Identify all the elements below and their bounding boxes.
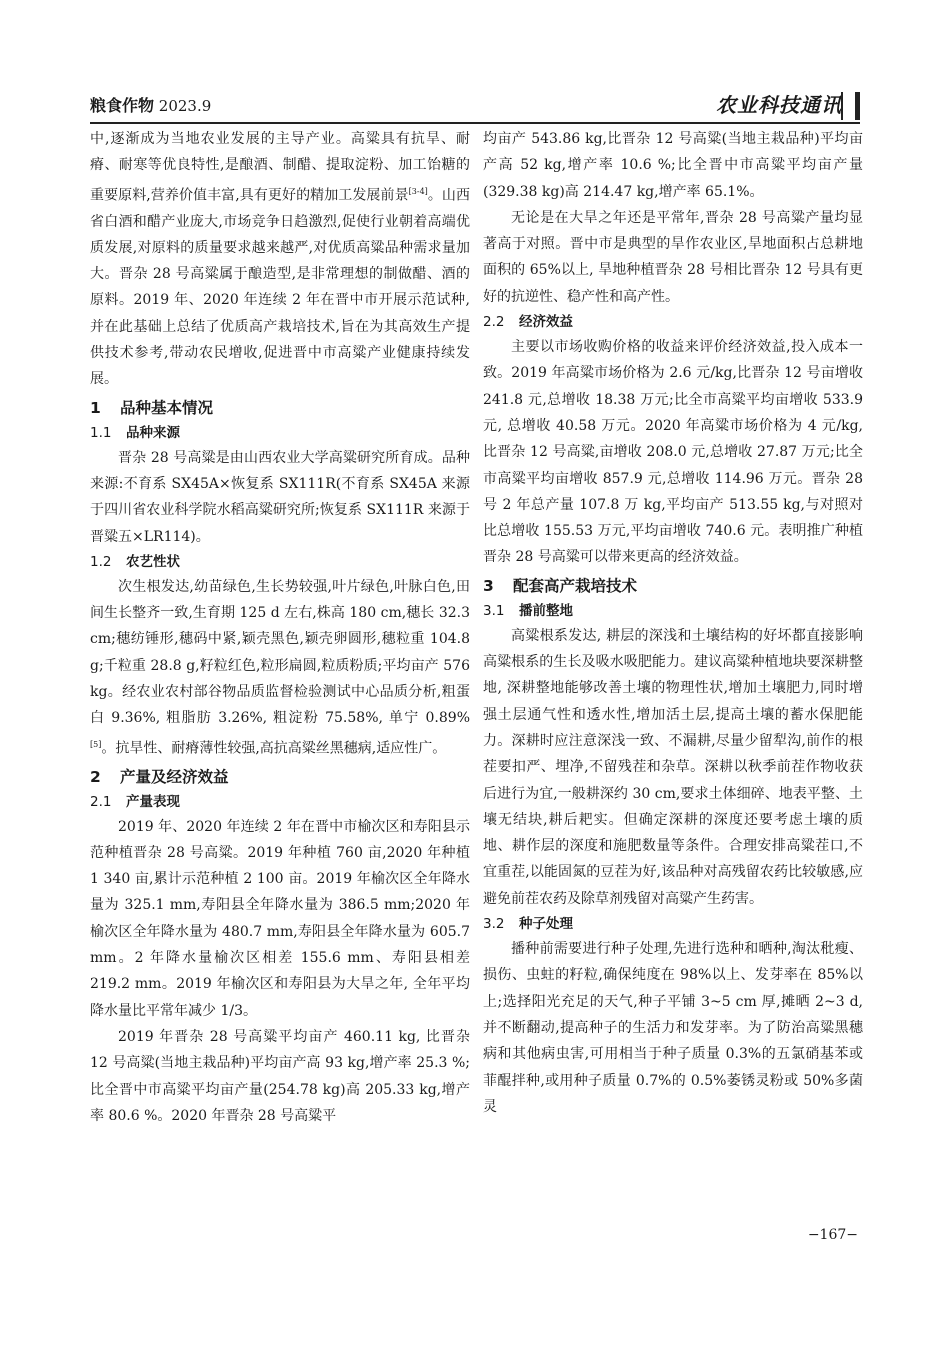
citation: [3-4] xyxy=(408,186,428,196)
citation: [5] xyxy=(90,739,102,749)
paragraph: 2019 年、2020 年连续 2 年在晋中市榆次区和寿阳县示范种植晋杂 28 号高粱。2019 年种植 760 亩,2020 年种植 1 340 亩,累计示范种植 2 100 亩。2019 年榆次区全年降水量为 325.1 mm,寿阳县全年降水量为 386.5 mm;2020 年榆次区全年降水量为 480.7 mm,寿阳县全年降水量为 605.7 mm。2 年降水量榆次区相差 155.6 mm、寿阳县相差 219.2 mm。2019 年榆次区和寿阳县为大旱之年, 全年平均降水量比平常年减少 1/3。 xyxy=(90,818,470,1019)
left-column xyxy=(90,126,470,1129)
paragraph: 播种前需要进行种子处理,先进行选种和晒种,淘汰秕瘦、损伤、虫蛀的籽粒,确保纯度在 98%以上、发芽率在 85%以上;选择阳光充足的天气,种子平铺 3~5 cm 厚,摊晒 2~3 d,并不断翻动,提高种子的生活力和发芽率。为了防治高粱黑穗病和其他病虫害,可用相当于种子质量 0.3%的五氯硝基苯或菲醌拌种,或用种子质量 0.7%的 0.5%萎锈灵粉或 50%多菌灵 xyxy=(483,941,863,1115)
paragraph: 高粱根系发达, 耕层的深浅和土壤结构的好坏都直接影响高粱根系的生长及吸水吸肥能力。建议高粱种植地块要深耕整地, 深耕整地能够改善土壤的物理性状,增加土壤肥力,同时增强土层通气性和透水性,增加活土层,提高土壤的蓄水保肥能力。深耕时应注意深浅一致、不漏耕,尽量少留犁沟,前作的根茬要扣严、埋净,不留残茬和杂草。深耕以秋季前茬作物收获后进行为宜,一般耕深约 30 cm,要求土体细碎、地表平整、土壤无结块,耕后耙实。但确定深耕的深度还要考虑土壤的质地、耕作层的深度和施肥数量等条件。合理安排高粱茬口,不宜重茬,以能固氮的豆茬为好,该品种对高残留农药比较敏感,应避免前茬农药及除草剂残留对高粱产生药害。 xyxy=(483,627,863,907)
journal-section: 粮食作物 xyxy=(90,96,155,115)
subsection-heading: 2.2 经济效益 xyxy=(483,314,573,331)
subsection-heading: 2.1 产量表现 xyxy=(90,793,180,810)
section-heading: 1 品种基本情况 xyxy=(90,398,214,417)
paragraph: 主要以市场收购价格的收益来评价经济效益,投入成本一致。2019 年高粱市场价格为 2.6 元/kg,比晋杂 12 号亩增收 241.8 元,总增收 18.38 万元;比全市高粱平均亩增收 533.9 元, 总增收 40.58 万元。2020 年高粱市场价格为 4 元/kg,比晋杂 12 号高粱,亩增收 208.0 元,总增收 27.87 万元;比全市高粱平均亩增收 857.9 元,总增收 114.96 万元。晋杂 28 号 2 年总产量 107.8 万 kg,平均亩产 513.55 kg,与对照对比总增收 155.53 万元,平均亩增收 740.6 元。表明推广种植晋杂 28 号高粱可以带来更高的经济效益。 xyxy=(483,339,863,566)
subsection-heading: 3.2 种子处理 xyxy=(483,916,573,933)
masthead-logo: 农业科技通讯 xyxy=(716,93,842,117)
subsection-heading: 1.2 农艺性状 xyxy=(90,553,180,570)
paragraph: 均亩产 543.86 kg,比晋杂 12 号高粱(当地主栽品种)平均亩产高 52 kg,增产率 10.6 %;比全晋中市高粱平均亩产量(329.38 kg)高 214.47 kg,增产率 65.1%。 xyxy=(483,131,863,200)
subsection-heading: 3.1 播前整地 xyxy=(483,602,573,619)
paragraph: 无论是在大旱之年还是平常年,晋杂 28 号高粱产量均显著高于对照。晋中市是典型的旱作农业区,旱地面积占总耕地面积的 65%以上, 旱地种植晋杂 28 号相比晋杂 12 号具有更好的抗逆性、稳产性和高产性。 xyxy=(483,209,863,305)
paragraph: 晋杂 28 号高粱是由山西农业大学高粱研究所育成。品种来源:不育系 SX45A×恢复系 SX111R(不育系 SX45A 来源于四川省农业科学院水稻高粱研究所;恢复系 SX111R 来源于晋粱五×LR114)。 xyxy=(90,449,470,545)
masthead-bars xyxy=(841,92,860,120)
page-header xyxy=(90,86,860,124)
right-column xyxy=(483,126,863,1120)
header-journal xyxy=(90,93,211,116)
section-heading: 3 配套高产栽培技术 xyxy=(483,576,638,595)
paragraph: 2019 年晋杂 28 号高粱平均亩产 460.11 kg, 比晋杂 12 号高粱(当地主栽品种)平均亩产高 93 kg,增产率 25.3 %;比全晋中市高粱平均亩产量(254.78 kg)高 205.33 kg,增产率 80.6 %。2020 年晋杂 28 号高粱平 xyxy=(90,1028,470,1124)
page-number: −167− xyxy=(807,1227,858,1243)
subsection-heading: 1.1 品种来源 xyxy=(90,424,180,441)
journal-issue: 2023.9 xyxy=(158,97,212,115)
section-heading: 2 产量及经济效益 xyxy=(90,767,229,786)
paragraph: 中,逐渐成为当地农业发展的主导产业。高粱具有抗旱、耐瘠、耐寒等优良特性,是酿酒、制醋、提取淀粉、加工饴糖的重要原料,营养价值丰富,具有更好的精加工发展前景[3-4]。山西省白酒和醋产业庞大,市场竞争日趋激烈,促使行业朝着高端优质发展,对原料的质量要求越来越严,对优质高粱品种需求量加大。晋杂 28 号高粱属于酿造型,是非常理想的制做醋、酒的原料。2019 年、2020 年连续 2 年在晋中市开展示范试种,并在此基础上总结了优质高产栽培技术,旨在为其高效生产提供技术参考,带动农民增收,促进晋中市高粱产业健康持续发展。 xyxy=(90,131,471,388)
paragraph: 次生根发达,幼苗绿色,生长势较强,叶片绿色,叶脉白色,田间生长整齐一致,生育期 125 d 左右,株高 180 cm,穗长 32.3 cm;穗纺锤形,穗码中紧,颖壳黑色,颖壳卵圆形,穗粒重 104.8 g;千粒重 28.8 g,籽粒红色,粒形扁圆,粒质粉质;平均亩产 576 kg。经农业农村部谷物品质监督检验测试中心品质分析,粗蛋白 9.36%, 粗脂肪 3.26%, 粗淀粉 75.58%, 单宁 0.89%[5]。抗旱性、耐瘠薄性较强,高抗高粱丝黑穗病,适应性广。 xyxy=(90,578,470,757)
